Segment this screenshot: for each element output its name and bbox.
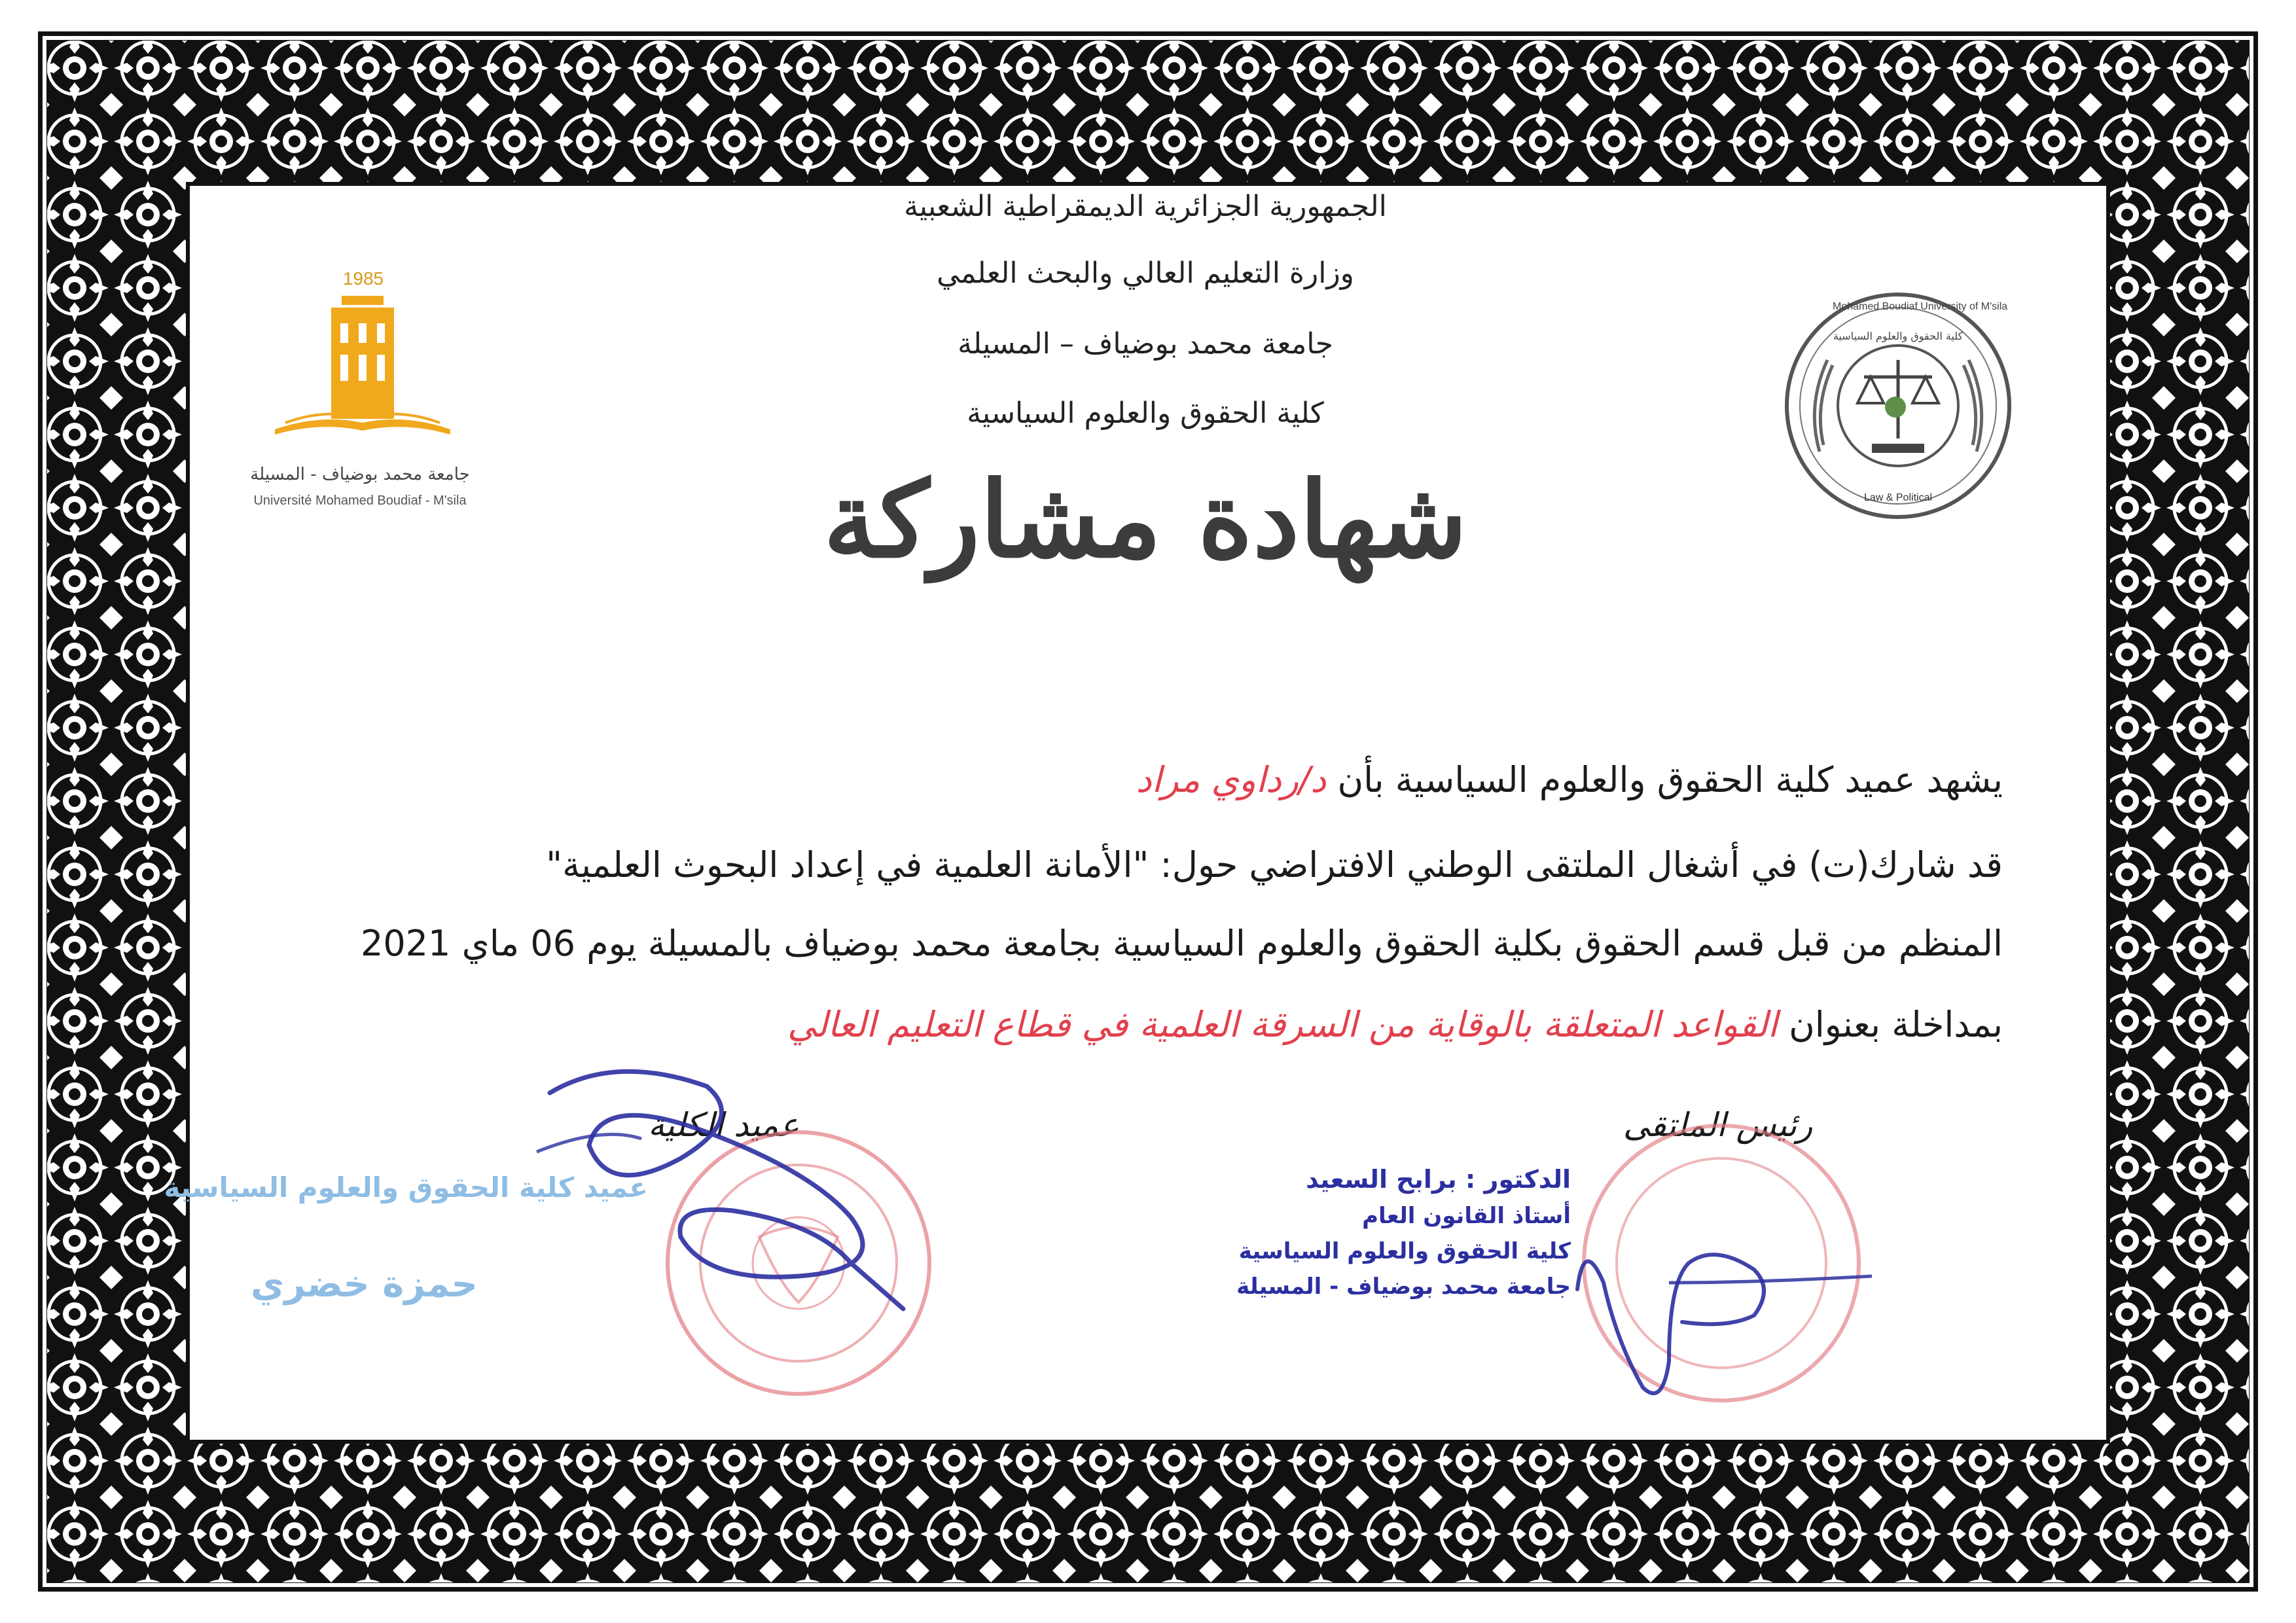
body-line-4: [787, 1004, 2003, 1045]
logo-name-fr: Université Mohamed Boudiaf - M'sila: [253, 493, 467, 508]
header-university: جامعة محمد بوضياف – المسيلة: [958, 327, 1333, 361]
seal-top-text: Mohamed Boudiaf University of M'sila: [1833, 301, 2008, 312]
body-line-4-prefix: بمداخلة بعنوان: [1789, 1004, 2003, 1045]
faculty-seal: [1780, 288, 2016, 524]
body-line-3: المنظم من قبل قسم الحقوق بكلية الحقوق والعلوم السياسية بجامعة محمد بوضياف بالمسيلة يوم 06 ماي 2021: [360, 923, 2003, 964]
dean-stamp-line-1: عميد كلية الحقوق والعلوم السياسية: [164, 1171, 648, 1204]
header-faculty: كلية الحقوق والعلوم السياسية: [967, 397, 1324, 430]
president-title: رئيس الملتقى: [1623, 1106, 1813, 1144]
body-line-1: [1136, 759, 2003, 800]
dean-title: عميد الكلية: [648, 1106, 800, 1144]
president-stamp-line-1: الدكتور : برابح السعيد: [1306, 1165, 1571, 1194]
certificate-title: شهادة مشاركة: [823, 458, 1467, 581]
university-tower-icon: [268, 292, 452, 449]
header-ministry: وزارة التعليم العالي والبحث العلمي: [937, 257, 1354, 290]
dean-handwritten-signature: [511, 1047, 969, 1322]
talk-title: القواعد المتعلقة بالوقاية من السرقة العلمية في قطاع التعليم العالي: [787, 1004, 1778, 1045]
president-stamp-line-4: جامعة محمد بوضياف - المسيلة: [1236, 1274, 1571, 1300]
president-stamp-line-3: كلية الحقوق والعلوم السياسية: [1238, 1238, 1571, 1264]
president-handwritten-signature: [1558, 1191, 1898, 1414]
logo-name-ar: جامعة محمد بوضياف - المسيلة: [250, 465, 470, 484]
seal-ring-text: كلية الحقوق والعلوم السياسية: [1833, 330, 1964, 342]
header-republic: الجمهورية الجزائرية الديمقراطية الشعبية: [904, 190, 1387, 223]
president-stamp-line-2: أستاذ القانون العام: [1362, 1203, 1571, 1229]
participant-name: د/رداوي مراد: [1136, 759, 1327, 800]
seal-bottom-text: Law & Political: [1863, 492, 1933, 503]
body-line-2: قد شارك(ت) في أشغال الملتقى الوطني الافتراضي حول: "الأمانة العلمية في إعداد البحوث العلمية": [546, 844, 2003, 885]
dean-stamp-line-2: حمزة خضري: [251, 1263, 478, 1306]
president-stamp-text: [1236, 1165, 1571, 1300]
logo-year: 1985: [342, 268, 384, 289]
body-line-1-prefix: يشهد عميد كلية الحقوق والعلوم السياسية بأن: [1337, 759, 2003, 800]
university-logo: [229, 268, 491, 517]
faculty-seal-icon: [1780, 288, 2016, 524]
